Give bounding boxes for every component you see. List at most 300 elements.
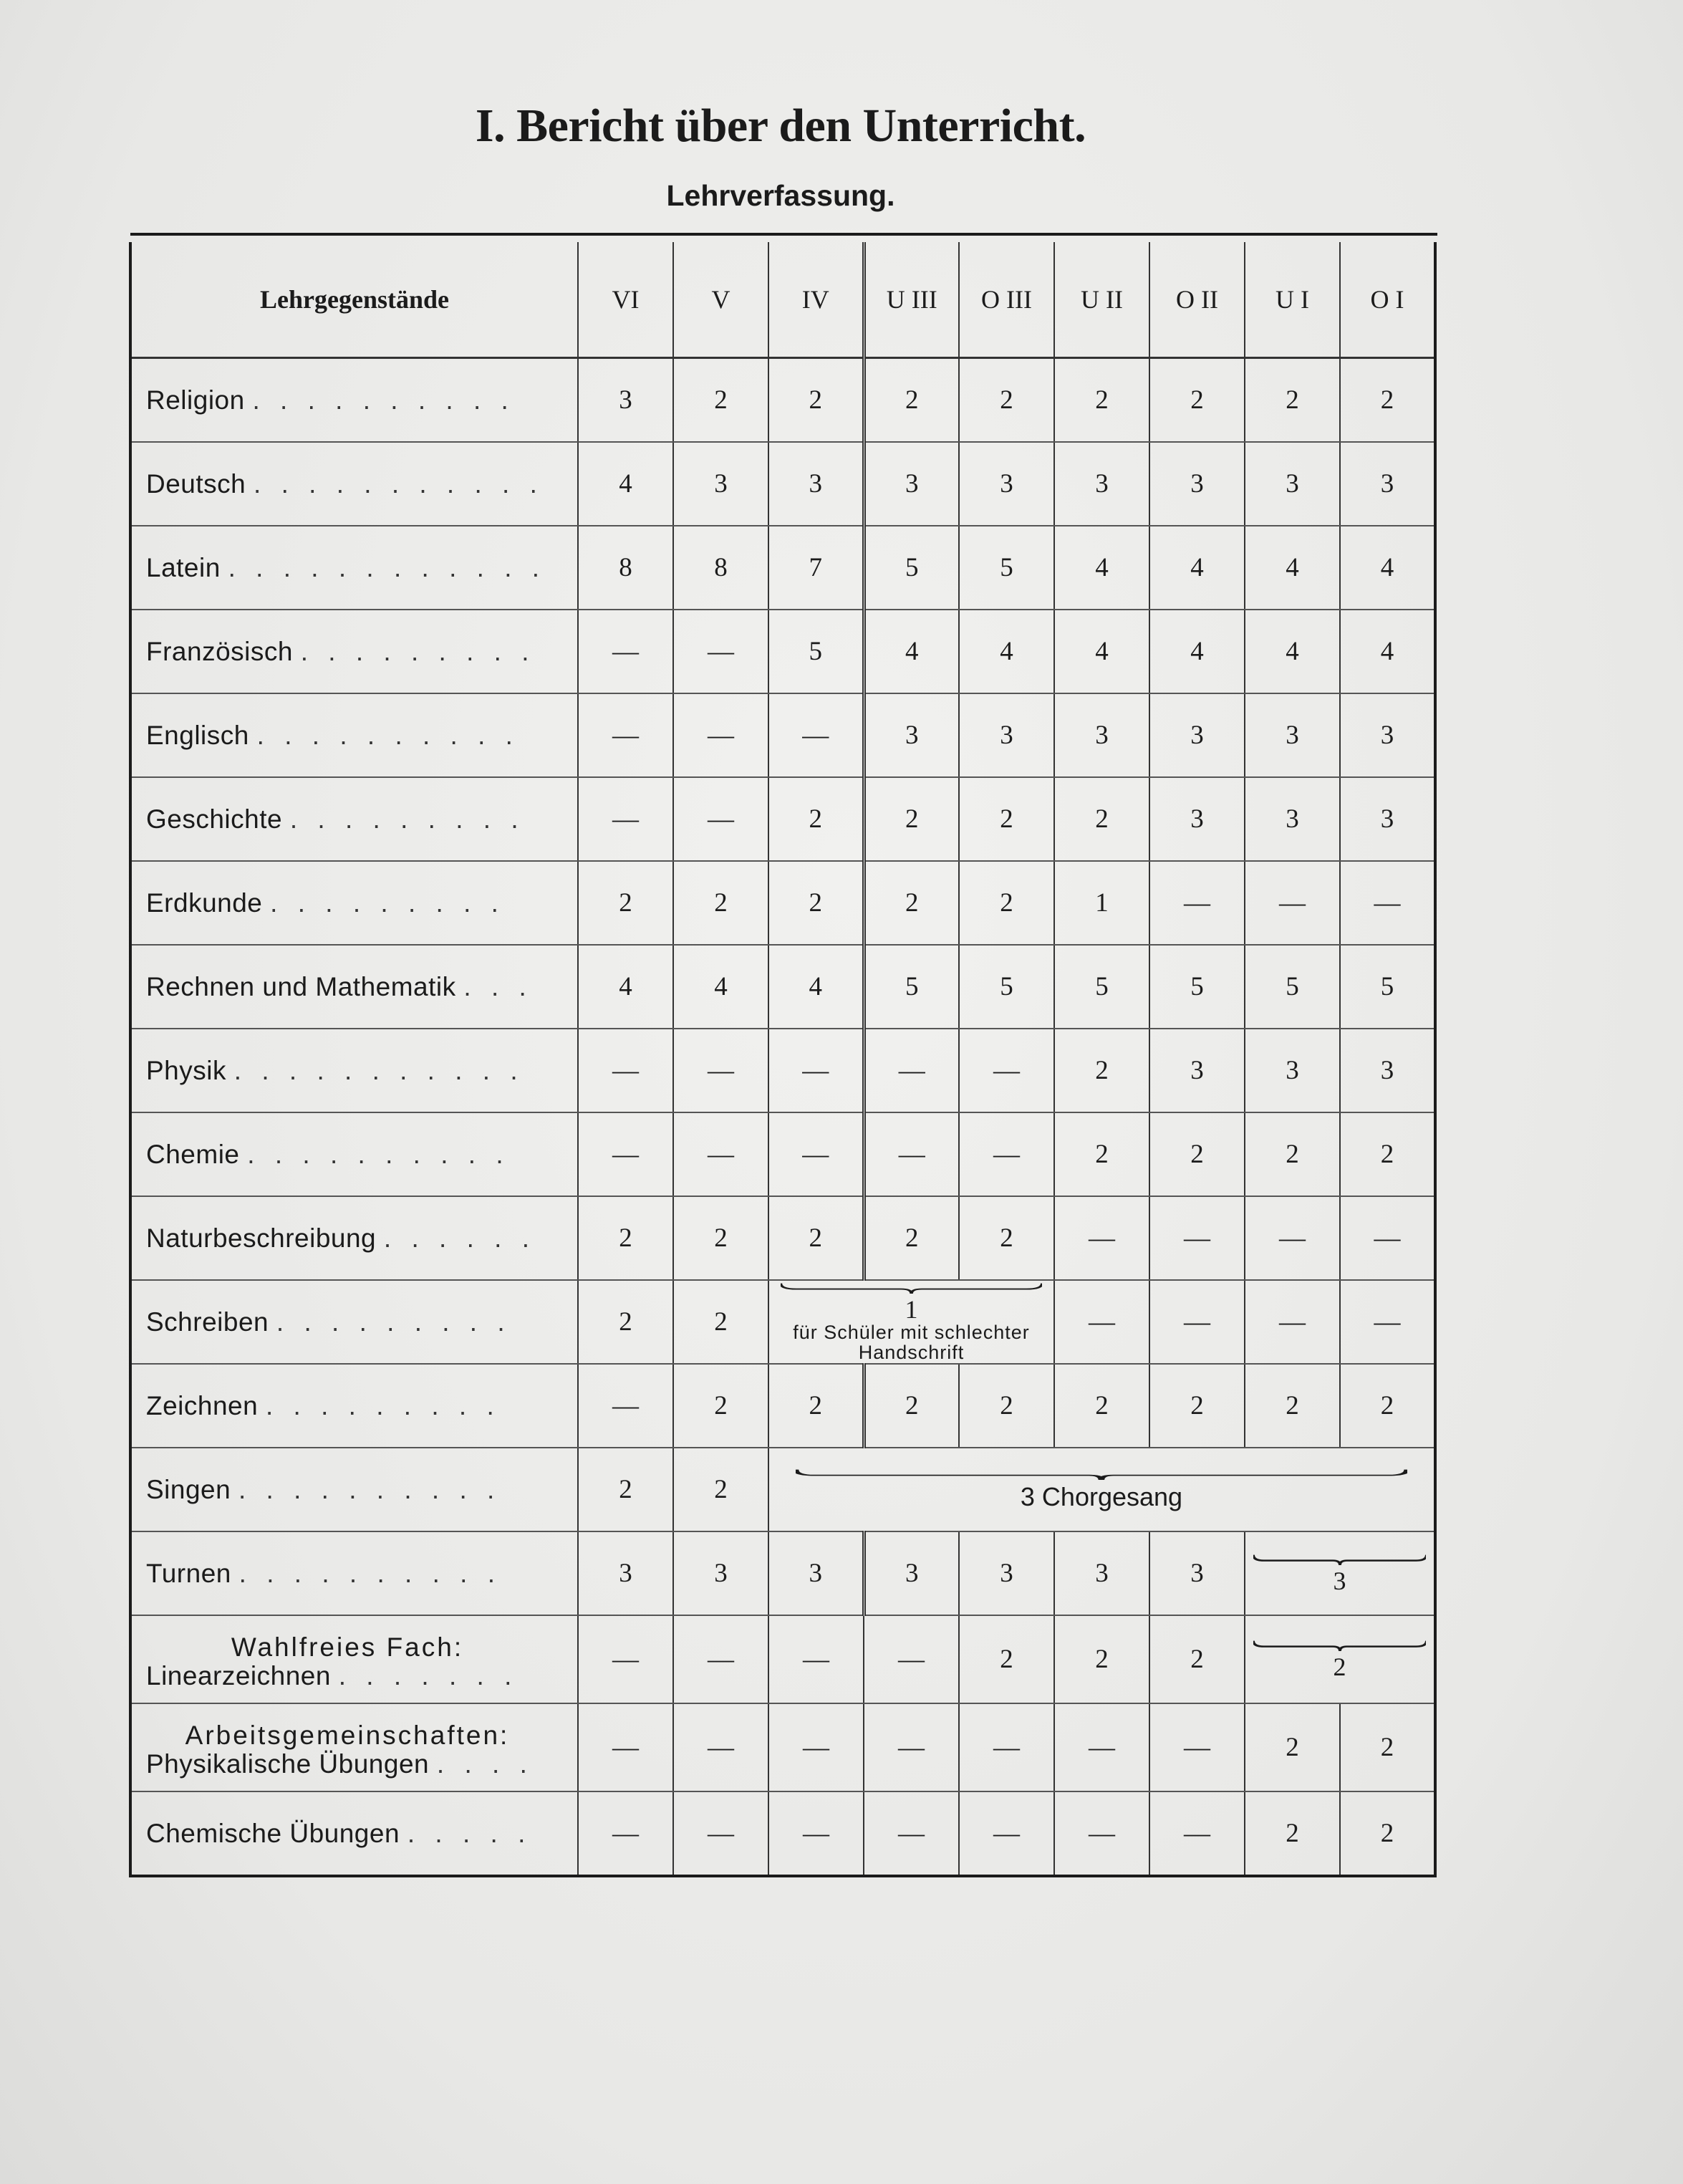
cell-value: 3 <box>809 469 822 499</box>
value-cell <box>578 1196 673 1280</box>
merged-cell-linear-oberstufe <box>1245 1615 1435 1703</box>
class-header: O III <box>959 242 1054 358</box>
subject-label: Rechnen und Mathematik <box>146 971 456 1001</box>
value-cell: 2 <box>1245 1364 1340 1448</box>
cell-value: 3 <box>1286 804 1299 834</box>
cell-value: 3 <box>1190 1056 1204 1085</box>
cell-value: 2 <box>714 1223 728 1253</box>
table-row <box>130 777 1435 861</box>
cell-value: 4 <box>1095 637 1109 666</box>
value-cell: 3 <box>864 1531 959 1615</box>
subject-cell <box>130 1112 578 1196</box>
cell-value: 2 <box>905 888 919 918</box>
value-cell <box>959 526 1054 610</box>
cell-value: 3 <box>714 469 728 499</box>
table-row <box>130 1112 1435 1196</box>
value-cell: — <box>578 1364 673 1448</box>
value-cell: — <box>768 1615 864 1703</box>
cell-value: 5 <box>905 553 919 582</box>
dot-leader: . . . . . . . . . <box>289 804 525 834</box>
value-cell: 2 <box>1245 1703 1340 1791</box>
cell-value: — <box>1374 1223 1401 1253</box>
table-row-turnen <box>130 1531 1435 1615</box>
cell-value: 2 <box>1095 804 1109 834</box>
value-cell <box>1149 610 1245 693</box>
subject-label: Schreiben <box>146 1307 269 1337</box>
dot-leader: . . . . . . . . . . <box>238 1474 501 1504</box>
cell-value: — <box>802 1056 829 1085</box>
dot-leader: . . . . . . . . . . . <box>233 1055 524 1085</box>
cell-value: 2 <box>1380 385 1394 415</box>
value-cell <box>673 526 768 610</box>
value-cell: — <box>1054 1703 1149 1791</box>
value-cell: 2 <box>1054 1615 1149 1703</box>
value-cell <box>1340 1112 1435 1196</box>
value-cell <box>768 1112 864 1196</box>
value-cell <box>959 1112 1054 1196</box>
value-cell <box>673 1112 768 1196</box>
table-row <box>130 442 1435 526</box>
cell-value: — <box>1279 1223 1306 1253</box>
cell-value: 3 <box>1380 469 1394 499</box>
value-cell: — <box>1054 1280 1149 1364</box>
value-cell <box>959 777 1054 861</box>
cell-value: 3 <box>1095 721 1109 750</box>
value-cell <box>864 777 959 861</box>
cell-value: 3 <box>1286 469 1299 499</box>
value-cell <box>959 1196 1054 1280</box>
merged-note-line-2: Handschrift <box>858 1341 965 1363</box>
cell-value: 3 <box>1095 469 1109 499</box>
subject-cell <box>130 526 578 610</box>
value-cell: 2 <box>1245 1791 1340 1876</box>
cell-value: 3 <box>1286 721 1299 750</box>
subject-column-header: Lehrgegenstände <box>130 242 578 358</box>
value-cell: 3 <box>959 1531 1054 1615</box>
value-cell: 2 <box>1149 1364 1245 1448</box>
cell-value: 2 <box>619 888 632 918</box>
class-header: O II <box>1149 242 1245 358</box>
cell-value: 3 <box>619 385 632 415</box>
cell-value: 5 <box>905 972 919 1001</box>
cell-value: 3 <box>1000 721 1013 750</box>
cell-value: — <box>802 1140 829 1169</box>
value-cell <box>1340 610 1435 693</box>
cell-value: 3 <box>1000 469 1013 499</box>
value-cell <box>578 945 673 1029</box>
value-cell: 2 <box>959 1615 1054 1703</box>
value-cell <box>1054 526 1149 610</box>
value-cell <box>1340 526 1435 610</box>
value-cell <box>864 945 959 1029</box>
value-cell: 2 <box>673 1280 768 1364</box>
value-cell <box>1054 777 1149 861</box>
value-cell: 3 <box>768 1531 864 1615</box>
subject-cell <box>130 693 578 777</box>
dot-leader: . . . . . . . <box>338 1660 519 1690</box>
merged-value: 2 <box>1333 1652 1346 1681</box>
dot-leader: . . . . <box>436 1748 534 1779</box>
cell-value: — <box>708 1140 734 1169</box>
value-cell: — <box>1245 1280 1340 1364</box>
dot-leader: . . . . . <box>407 1818 532 1848</box>
subject-cell <box>130 610 578 693</box>
cell-value: — <box>898 1140 925 1169</box>
dot-leader: . . . . . . . . . <box>270 887 505 918</box>
value-cell <box>864 1196 959 1280</box>
dot-leader: . . . . . . . . . <box>266 1390 501 1420</box>
value-cell <box>1340 777 1435 861</box>
page-title: I. Bericht über den Unterricht. <box>475 100 1086 152</box>
value-cell: — <box>578 1703 673 1791</box>
subject-label: Erdkunde <box>146 887 263 918</box>
dot-leader: . . . . . . . . . . <box>252 385 515 415</box>
value-cell: — <box>578 1615 673 1703</box>
cell-value: 7 <box>809 553 822 582</box>
value-cell: — <box>768 1703 864 1791</box>
value-cell <box>673 358 768 443</box>
subject-label: Religion <box>146 385 245 415</box>
table-row <box>130 861 1435 945</box>
cell-value: — <box>612 1056 639 1085</box>
value-cell <box>1054 1112 1149 1196</box>
value-cell: 2 <box>1054 1364 1149 1448</box>
cell-value: 2 <box>809 804 822 834</box>
value-cell <box>864 358 959 443</box>
cell-value: 2 <box>905 804 919 834</box>
value-cell <box>673 861 768 945</box>
value-cell <box>768 442 864 526</box>
dot-leader: . . . . . . . . . . . . <box>228 552 546 582</box>
subject-cell <box>130 1364 578 1448</box>
subject-label: Chemie <box>146 1139 240 1169</box>
value-cell <box>959 358 1054 443</box>
value-cell: — <box>959 1703 1054 1791</box>
subject-label: Naturbeschreibung <box>146 1223 377 1253</box>
value-cell <box>864 610 959 693</box>
value-cell: 3 <box>1149 1531 1245 1615</box>
value-cell: — <box>1149 1791 1245 1876</box>
value-cell <box>1340 358 1435 443</box>
value-cell <box>1245 1112 1340 1196</box>
cell-value: 4 <box>619 469 632 499</box>
value-cell <box>578 358 673 443</box>
value-cell: — <box>673 1615 768 1703</box>
value-cell: 3 <box>673 1531 768 1615</box>
subject-label: Englisch <box>146 720 249 750</box>
value-cell <box>959 1029 1054 1112</box>
value-cell <box>1149 526 1245 610</box>
dot-leader: . . . . . . . . . . <box>256 720 519 750</box>
cell-value: — <box>612 637 639 666</box>
cell-value: 4 <box>1190 637 1204 666</box>
cell-value: 2 <box>714 385 728 415</box>
cell-value: 2 <box>809 385 822 415</box>
value-cell <box>1340 693 1435 777</box>
value-cell: — <box>673 1791 768 1876</box>
brace-icon <box>796 1468 1407 1480</box>
cell-value: 2 <box>1000 888 1013 918</box>
value-cell <box>1149 358 1245 443</box>
cell-value: 3 <box>1380 721 1394 750</box>
subject-cell <box>130 777 578 861</box>
class-header: U III <box>864 242 959 358</box>
curriculum-table <box>129 242 1437 1877</box>
dot-leader: . . . . . . . . . . <box>238 1558 501 1588</box>
value-cell <box>1054 1029 1149 1112</box>
value-cell: — <box>1054 1791 1149 1876</box>
merged-value: 3 <box>1333 1566 1346 1595</box>
value-cell <box>1340 1196 1435 1280</box>
cell-value: 2 <box>1190 385 1204 415</box>
cell-value: 3 <box>905 469 919 499</box>
cell-value: 2 <box>619 1223 632 1253</box>
value-cell <box>1245 861 1340 945</box>
value-cell <box>1245 610 1340 693</box>
subject-label: Linearzeichnen <box>146 1660 331 1690</box>
value-cell <box>959 610 1054 693</box>
cell-value: 8 <box>619 553 632 582</box>
value-cell: 2 <box>673 1364 768 1448</box>
class-header: U II <box>1054 242 1149 358</box>
subject-label: Geschichte <box>146 804 283 834</box>
dot-leader: . . . <box>463 971 533 1001</box>
dot-leader: . . . . . . <box>383 1223 536 1253</box>
brace-icon <box>1253 1640 1427 1651</box>
cell-value: — <box>708 637 734 666</box>
cell-value: 5 <box>1190 972 1204 1001</box>
table-row <box>130 693 1435 777</box>
cell-value: — <box>1279 888 1306 918</box>
value-cell: — <box>768 1791 864 1876</box>
value-cell: 2 <box>1340 1703 1435 1791</box>
value-cell <box>578 861 673 945</box>
cell-value: 5 <box>1000 972 1013 1001</box>
section-heading: Arbeitsgemeinschaften: <box>185 1720 510 1750</box>
cell-value: 2 <box>905 1223 919 1253</box>
cell-value: — <box>1184 888 1210 918</box>
cell-value: 3 <box>1190 469 1204 499</box>
top-rule <box>130 233 1437 236</box>
table-row-schreiben <box>130 1280 1435 1364</box>
table-row <box>130 526 1435 610</box>
cell-value: 2 <box>1000 1223 1013 1253</box>
table-row-singen <box>130 1448 1435 1531</box>
subject-label: Physikalische Übungen <box>146 1748 430 1779</box>
value-cell: — <box>864 1615 959 1703</box>
section-heading: Wahlfreies Fach: <box>231 1632 464 1662</box>
cell-value: — <box>612 804 639 834</box>
cell-value: 5 <box>1095 972 1109 1001</box>
value-cell <box>673 610 768 693</box>
cell-value: 4 <box>714 972 728 1001</box>
value-cell: 2 <box>1340 1364 1435 1448</box>
subject-cell <box>130 1531 578 1615</box>
value-cell <box>673 1029 768 1112</box>
value-cell <box>959 693 1054 777</box>
value-cell <box>1245 358 1340 443</box>
cell-value: 2 <box>1286 385 1299 415</box>
subject-cell <box>130 1791 578 1876</box>
subject-label: Französisch <box>146 636 293 666</box>
value-cell <box>768 777 864 861</box>
value-cell <box>578 693 673 777</box>
header-row <box>130 242 1435 358</box>
cell-value: 4 <box>1380 637 1394 666</box>
cell-value: 3 <box>1286 1056 1299 1085</box>
cell-value: 5 <box>1000 553 1013 582</box>
value-cell <box>1245 442 1340 526</box>
value-cell <box>1054 693 1149 777</box>
value-cell: 2 <box>578 1448 673 1531</box>
value-cell <box>1149 442 1245 526</box>
cell-value: — <box>1184 1223 1210 1253</box>
dot-leader: . . . . . . . . . . . <box>254 468 544 499</box>
value-cell <box>1054 610 1149 693</box>
cell-value: 3 <box>1380 1056 1394 1085</box>
value-cell <box>864 1112 959 1196</box>
cell-value: — <box>802 721 829 750</box>
value-cell <box>578 1029 673 1112</box>
dot-leader: . . . . . . . . . . <box>247 1139 510 1169</box>
table-row-physikalische-uebungen <box>130 1703 1435 1791</box>
cell-value: 2 <box>905 385 919 415</box>
subject-label: Deutsch <box>146 468 246 499</box>
subject-cell <box>130 442 578 526</box>
value-cell: 2 <box>673 1448 768 1531</box>
table-row <box>130 358 1435 443</box>
value-cell <box>578 777 673 861</box>
cell-value: — <box>708 804 734 834</box>
value-cell <box>1340 945 1435 1029</box>
value-cell <box>864 442 959 526</box>
value-cell: — <box>1340 1280 1435 1364</box>
table-row <box>130 1029 1435 1112</box>
value-cell <box>1149 945 1245 1029</box>
cell-value: 4 <box>809 972 822 1001</box>
cell-value: 4 <box>1190 553 1204 582</box>
value-cell <box>768 945 864 1029</box>
cell-value: 2 <box>809 1223 822 1253</box>
merged-cell-chorgesang <box>768 1448 1435 1531</box>
value-cell <box>1340 1029 1435 1112</box>
subject-cell <box>130 861 578 945</box>
value-cell <box>1054 945 1149 1029</box>
value-cell: — <box>864 1791 959 1876</box>
table-row <box>130 1196 1435 1280</box>
table-row <box>130 610 1435 693</box>
cell-value: 2 <box>714 888 728 918</box>
value-cell: — <box>864 1703 959 1791</box>
value-cell <box>1054 1196 1149 1280</box>
cell-value: 2 <box>1095 385 1109 415</box>
cell-value: 3 <box>905 721 919 750</box>
cell-value: 2 <box>1095 1056 1109 1085</box>
subject-label: Turnen <box>146 1558 231 1588</box>
subject-cell <box>130 1615 578 1703</box>
value-cell <box>864 526 959 610</box>
value-cell <box>1149 1112 1245 1196</box>
cell-value: — <box>612 1140 639 1169</box>
value-cell: 3 <box>1054 1531 1149 1615</box>
value-cell <box>1245 693 1340 777</box>
cell-value: 4 <box>905 637 919 666</box>
value-cell <box>578 1112 673 1196</box>
cell-value: 2 <box>1380 1140 1394 1169</box>
value-cell <box>768 1029 864 1112</box>
cell-value: — <box>898 1056 925 1085</box>
value-cell <box>768 610 864 693</box>
brace-icon <box>1253 1554 1427 1565</box>
value-cell: 3 <box>578 1531 673 1615</box>
cell-value: — <box>612 721 639 750</box>
value-cell <box>768 1196 864 1280</box>
value-cell: 2 <box>1149 1615 1245 1703</box>
value-cell <box>673 1196 768 1280</box>
value-cell <box>578 526 673 610</box>
cell-value: 2 <box>1190 1140 1204 1169</box>
cell-value: — <box>1089 1223 1115 1253</box>
value-cell <box>768 358 864 443</box>
cell-value: — <box>708 721 734 750</box>
table-row-zeichnen <box>130 1364 1435 1448</box>
dot-leader: . . . . . . . . . <box>300 636 536 666</box>
value-cell: 2 <box>768 1364 864 1448</box>
cell-value: 4 <box>1380 553 1394 582</box>
cell-value: — <box>993 1140 1020 1169</box>
cell-value: 4 <box>1286 553 1299 582</box>
cell-value: 2 <box>809 888 822 918</box>
value-cell <box>673 777 768 861</box>
cell-value: 4 <box>1286 637 1299 666</box>
value-cell <box>1149 693 1245 777</box>
page-subtitle: Lehrverfassung. <box>666 179 895 212</box>
value-cell <box>768 526 864 610</box>
cell-value: 3 <box>1380 804 1394 834</box>
cell-value: 2 <box>1095 1140 1109 1169</box>
class-header: U I <box>1245 242 1340 358</box>
merged-cell-turnen-oberstufe <box>1245 1531 1435 1615</box>
subject-label: Singen <box>146 1474 231 1504</box>
cell-value: 5 <box>1286 972 1299 1001</box>
value-cell: 2 <box>864 1364 959 1448</box>
class-header: V <box>673 242 768 358</box>
value-cell: 2 <box>578 1280 673 1364</box>
value-cell <box>1340 861 1435 945</box>
value-cell <box>1149 861 1245 945</box>
value-cell: — <box>959 1791 1054 1876</box>
value-cell <box>1149 1029 1245 1112</box>
brace-icon <box>781 1282 1042 1294</box>
dot-leader: . . . . . . . . . <box>276 1307 511 1337</box>
merged-value: 1 <box>905 1294 918 1324</box>
value-cell <box>1245 945 1340 1029</box>
value-cell <box>1054 861 1149 945</box>
subject-cell <box>130 1448 578 1531</box>
table-row <box>130 945 1435 1029</box>
value-cell <box>864 861 959 945</box>
merged-note-line-1: für Schüler mit schlechter <box>793 1321 1030 1343</box>
value-cell: — <box>1149 1703 1245 1791</box>
value-cell <box>1149 777 1245 861</box>
value-cell <box>1054 442 1149 526</box>
subject-cell <box>130 1029 578 1112</box>
cell-value: 5 <box>809 637 822 666</box>
cell-value: 4 <box>1095 553 1109 582</box>
value-cell <box>1340 442 1435 526</box>
value-cell <box>959 945 1054 1029</box>
value-cell <box>768 861 864 945</box>
